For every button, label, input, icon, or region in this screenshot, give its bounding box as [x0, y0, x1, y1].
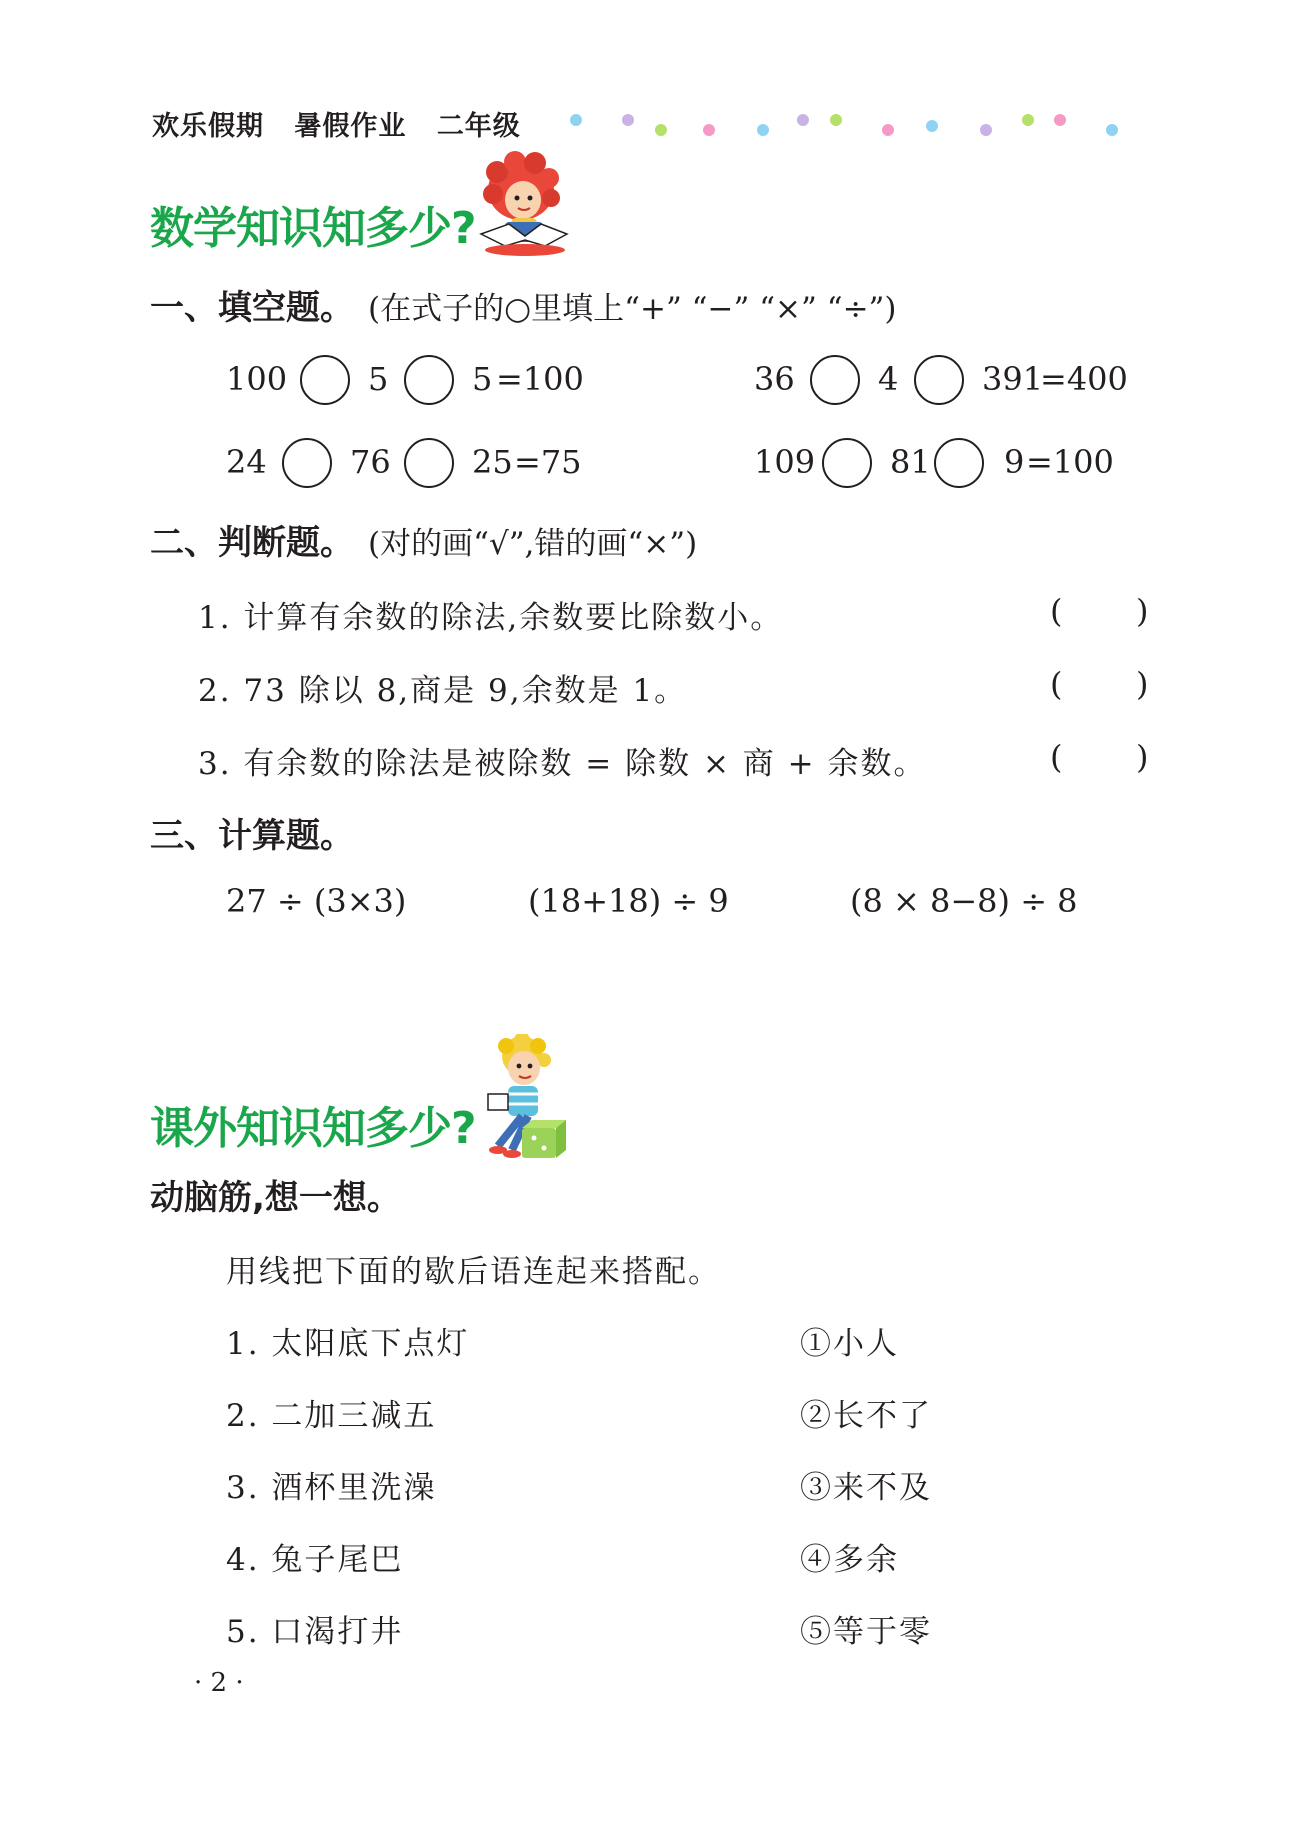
judgment-answer-3-close[interactable]: ): [1136, 738, 1149, 776]
equation-3-circle-2[interactable]: [404, 438, 454, 488]
idiom-right-4: ④多余: [800, 1542, 899, 1578]
idiom-right-5: ⑤等于零: [800, 1614, 932, 1650]
equation-2-circle-2[interactable]: [914, 355, 964, 405]
idiom-left-3: 3. 酒杯里洗澡: [226, 1470, 437, 1506]
header-dot: [1022, 114, 1034, 126]
equation-2-a: 36: [754, 360, 795, 398]
idiom-left-4: 4. 兔子尾巴: [226, 1542, 404, 1578]
equation-1-result: =100: [496, 360, 584, 398]
calc-expression-1: 27 ÷ (3×3): [226, 882, 407, 920]
equation-3-a: 24: [226, 443, 267, 481]
idiom-right-3: ③来不及: [800, 1470, 932, 1506]
header-dot: [570, 114, 582, 126]
q2-heading-text: 二、判断题。: [150, 523, 354, 563]
equation-1-b: 5: [368, 360, 389, 398]
equation-1-a: 100: [226, 360, 288, 398]
equation-4-circle-1[interactable]: [822, 438, 872, 488]
judgment-answer-3-open[interactable]: (: [1050, 738, 1063, 776]
header-dot: [703, 124, 715, 136]
header-dot: [1054, 114, 1066, 126]
equation-4-circle-2[interactable]: [934, 438, 984, 488]
header-dot: [797, 114, 809, 126]
judgment-answer-1-open[interactable]: (: [1050, 592, 1063, 630]
header-dot: [926, 120, 938, 132]
equation-1-circle-1[interactable]: [300, 355, 350, 405]
header-grade: 二年级: [436, 111, 521, 142]
judgment-item-3: 3. 有余数的除法是被除数 = 除数 × 商 + 余数。: [198, 746, 927, 782]
header-title: [152, 104, 541, 143]
equation-2-b: 4: [878, 360, 899, 398]
judgment-answer-2-close[interactable]: ): [1136, 665, 1149, 703]
equation-4-result: =100: [1026, 443, 1114, 481]
equation-4-a: 109: [754, 443, 816, 481]
equation-4-b: 81: [890, 443, 931, 481]
idiom-left-1: 1. 太阳底下点灯: [226, 1326, 470, 1362]
calc-expression-3: (8 × 8−8) ÷ 8: [850, 882, 1078, 920]
q1-heading: [150, 280, 896, 329]
q2-instruction: (对的画“√”,错的画“×”): [368, 526, 698, 562]
header-dot: [1106, 124, 1118, 136]
extra-heading: 动脑筋,想一想。: [150, 1178, 401, 1218]
q1-heading-text: 一、填空题。: [150, 288, 354, 328]
equation-1-c: 5: [472, 360, 493, 398]
idiom-right-2: ②长不了: [800, 1398, 932, 1434]
equation-3-result: =75: [514, 443, 582, 481]
matching-instruction: 用线把下面的歇后语连起来搭配。: [226, 1254, 721, 1290]
equation-1-circle-2[interactable]: [404, 355, 454, 405]
judgment-item-2: 2. 73 除以 8,商是 9,余数是 1。: [198, 673, 688, 709]
header-dot: [830, 114, 842, 126]
header-dot: [622, 114, 634, 126]
reading-girl-illustration: [475, 150, 575, 258]
judgment-item-1: 1. 计算有余数的除法,余数要比除数小。: [198, 600, 784, 636]
judgment-answer-2-open[interactable]: (: [1050, 665, 1063, 703]
equation-2-circle-1[interactable]: [810, 355, 860, 405]
equation-2-result: =400: [1040, 360, 1128, 398]
equation-3-b: 76: [350, 443, 391, 481]
extra-section-title: 课外知识知多少?: [150, 1103, 476, 1154]
equation-2-c: 391: [982, 360, 1044, 398]
page-number: · 2 ·: [194, 1668, 244, 1698]
idiom-left-5: 5. 口渴打井: [226, 1614, 404, 1650]
equation-3-circle-1[interactable]: [282, 438, 332, 488]
q1-instruction: (在式子的○里填上“+” “−” “×” “÷”): [368, 291, 897, 327]
header-dot: [882, 124, 894, 136]
header-dot: [980, 124, 992, 136]
q3-heading: 三、计算题。: [150, 816, 354, 856]
equation-3-c: 25: [472, 443, 513, 481]
q2-heading: [150, 515, 697, 564]
judgment-answer-1-close[interactable]: ): [1136, 592, 1149, 630]
header-series: 暑假作业: [294, 111, 407, 142]
header-book-name: 欢乐假期: [152, 111, 264, 142]
calc-expression-2: (18+18) ÷ 9: [528, 882, 729, 920]
math-section-title: 数学知识知多少?: [150, 203, 476, 254]
equation-4-c: 9: [1004, 443, 1025, 481]
idiom-left-2: 2. 二加三减五: [226, 1398, 437, 1434]
header-dot: [655, 124, 667, 136]
header-dot: [757, 124, 769, 136]
idiom-right-1: ①小人: [800, 1326, 899, 1362]
reading-boy-illustration: [482, 1034, 574, 1164]
